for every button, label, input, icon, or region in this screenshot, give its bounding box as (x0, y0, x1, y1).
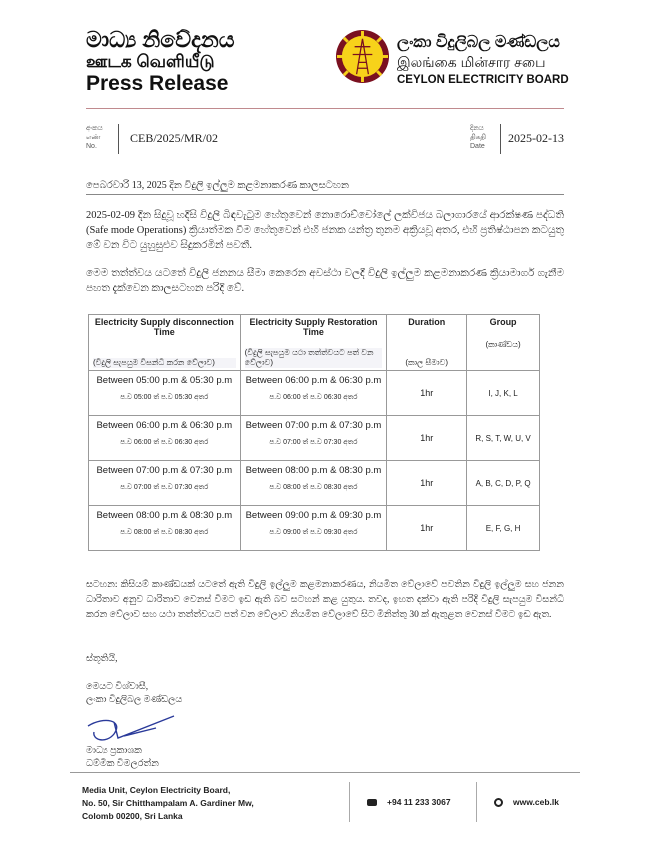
header-en: Group (489, 317, 517, 327)
header-en: Electricity Supply Restoration Time (249, 317, 378, 337)
header-divider (86, 108, 564, 109)
heading-tamil: ஊடக வெளியீடு (86, 52, 215, 71)
header-si: (කාල සීමාව) (405, 358, 449, 367)
table-header-row (89, 315, 540, 371)
label-si: දිනය (470, 125, 484, 132)
note: සටහන: කිසියම් කාණ්ඩයක් යටතේ ඇති විදුලි ඉල්ලුම කළමනාකරණය, නියමිත වේලාවේ පවතින විදුලි ඉල්ලුම සහ ජනන ධාරිතාව අනුව ධාරිතාව වෙනස් වීමට ඉඩ ඇති බව සටහන් කළ යුතුය. තවද, ඉහත දක්වා ඇති පරිදි විදුලි සැපයුම විසන්ධි කරන වේලාව සහ යථා තත්ත්වයට පත් වන වේලාව නියමිත වේලාවේ සිට මිනිත්තු 30 ක් ඇතුළත වෙනස් වීමට ඉඩ ඇත. (86, 580, 564, 620)
label-ta: திகதி (470, 134, 486, 141)
address-line: Media Unit, Ceylon Electricity Board, (82, 785, 231, 795)
header-en: Duration (408, 317, 446, 327)
time-en: Between 08:00 p.m & 08:30 p.m (96, 510, 233, 521)
disconnection-time (89, 506, 241, 551)
address-line: No. 50, Sir Chitthampalam A. Gardiner Mw, (82, 798, 254, 808)
time-en: Between 06:00 p.m & 06:30 p.m (245, 375, 382, 386)
brace (118, 124, 124, 154)
website-link[interactable]: www.ceb.lk (513, 797, 559, 807)
label-ta: எண் (86, 134, 101, 141)
date-labels (470, 124, 486, 151)
time-si: ප.ව 07:00 ත් ප.ව 07:30 අතර (269, 439, 358, 446)
paragraph: මෙම තත්ත්වය යටතේ විදුලි ජනනය සීමා කෙරෙන අවස්ථා වලදී විදුලි ඉල්ලුම කළමනාකරණ ක්‍රියාමාර්ග ගැනීම පහත දැක්වෙන කාලසටහන පරිදි වේ. (86, 268, 564, 294)
footer-website[interactable] (494, 797, 559, 807)
time-si: ප.ව 08:00 ත් ප.ව 08:30 අතර (269, 484, 358, 491)
phone-icon (367, 799, 377, 806)
group: A, B, C, D, P, Q (467, 461, 540, 506)
heading-sinhala: මාධ්‍ය නිවේදනය (86, 27, 235, 52)
reference-number: CEB/2025/MR/02 (130, 131, 219, 145)
footer-separator (349, 782, 350, 822)
time-en: Between 07:00 p.m & 07:30 p.m (245, 420, 382, 431)
duration: 1hr (387, 371, 467, 416)
time-si: ප.ව 08:00 ත් ප.ව 08:30 අතර (120, 529, 209, 536)
table-row (89, 371, 540, 416)
disconnection-time (89, 461, 241, 506)
footer-divider (70, 772, 580, 773)
duration: 1hr (387, 416, 467, 461)
schedule-table (88, 314, 540, 551)
disconnection-time (89, 416, 241, 461)
ceb-name-sinhala: ලංකා විදුලිබල මණ්ඩලය (397, 34, 560, 51)
time-si: ප.ව 09:00 ත් ප.ව 09:30 අතර (269, 529, 358, 536)
table-row (89, 506, 540, 551)
time-en: Between 06:00 p.m & 06:30 p.m (96, 420, 233, 431)
paragraph: 2025-02-09 දින සිදුවූ හදිසි විදුලි බිඳවැටුම හේතුවෙන් නොරොච්චෝලේ ලක්විජය බලාගාරයේ ආරක්ෂණ පද්ධති (Safe mode Operations) ක්‍රියාත්මක වීම හේතුවෙන් එහි ජනක යන්ත්‍ර තුනම අක්‍රියවූ අතර, එහි ප්‍රතිෂ්ඨාපන කටයුතු මේ වන විට යුහුසුළුව සිදුකරමින් පවතී. (86, 210, 564, 251)
ceb-name-tamil: இலங்கை மின்சார சபை (397, 54, 546, 70)
header-duration (387, 315, 467, 371)
restoration-time (240, 461, 387, 506)
table-row (89, 461, 540, 506)
time-si: ප.ව 05:00 ත් ප.ව 05:30 අතර (120, 394, 209, 401)
duration: 1hr (387, 461, 467, 506)
document-title: පෙබරවාරි 13, 2025 දින විදුලි ඉල්ලුම කළමනාකරණ කාලසටහන (86, 180, 564, 195)
time-en: Between 07:00 p.m & 07:30 p.m (96, 465, 233, 476)
header-en: Electricity Supply disconnection Time (94, 317, 234, 337)
globe-icon (494, 798, 503, 807)
address-line: Colomb 00200, Sri Lanka (82, 811, 183, 821)
ref-no-labels (86, 124, 103, 151)
duration: 1hr (387, 506, 467, 551)
time-si: ප.ව 06:00 ත් ප.ව 06:30 අතර (120, 439, 209, 446)
restoration-time (240, 506, 387, 551)
label-en: No. (86, 143, 97, 150)
time-en: Between 09:00 p.m & 09:30 p.m (245, 510, 382, 521)
disconnection-time (89, 371, 241, 416)
label-en: Date (470, 143, 485, 150)
restoration-time (240, 416, 387, 461)
footer-separator (476, 782, 477, 822)
heading-english: Press Release (86, 72, 229, 95)
signatory-name: ධම්මික විමලරත්න (86, 759, 159, 769)
header-si: (විදුලි සැපයුම යථා තත්ත්වයට පත් වන වේලාව) (245, 348, 383, 368)
organization: ලංකා විදුලිබල මණ්ඩලය (86, 695, 183, 705)
ceb-name (397, 33, 569, 89)
signatory-role: මාධ්‍ය ප්‍රකාශක (86, 746, 142, 756)
table-row (89, 416, 540, 461)
time-si: ප.ව 06:00 ත් ප.ව 06:30 අතර (269, 394, 358, 401)
time-si: ප.ව 07:00 ත් ප.ව 07:30 අතර (120, 484, 209, 491)
footer-address (82, 784, 254, 823)
ceb-logo (335, 29, 390, 84)
header-si: (විදුලි සැපයුම විසන්ධි කරන වේලාව) (93, 358, 236, 368)
time-en: Between 05:00 p.m & 05:30 p.m (96, 375, 233, 386)
group: R, S, T, W, U, V (467, 416, 540, 461)
yours-faithfully: මෙයට විශ්වාසී, (86, 682, 149, 692)
brace (500, 124, 506, 154)
group: I, J, K, L (467, 371, 540, 416)
press-release-heading (86, 28, 235, 96)
ceb-name-english: CEYLON ELECTRICITY BOARD (397, 74, 569, 86)
release-date: 2025-02-13 (508, 131, 564, 145)
header-group (467, 315, 540, 371)
signature (84, 714, 179, 748)
label-si: අංකය (86, 125, 103, 132)
group: E, F, G, H (467, 506, 540, 551)
header-disconnection (89, 315, 241, 371)
footer-phone (367, 797, 451, 807)
phone-number: +94 11 233 3067 (387, 797, 451, 807)
restoration-time (240, 371, 387, 416)
header-si: (කාණ්ඩය) (485, 340, 521, 349)
time-en: Between 08:00 p.m & 08:30 p.m (245, 465, 382, 476)
header-restoration (240, 315, 387, 371)
thanks: ස්තූතියි, (86, 654, 118, 664)
